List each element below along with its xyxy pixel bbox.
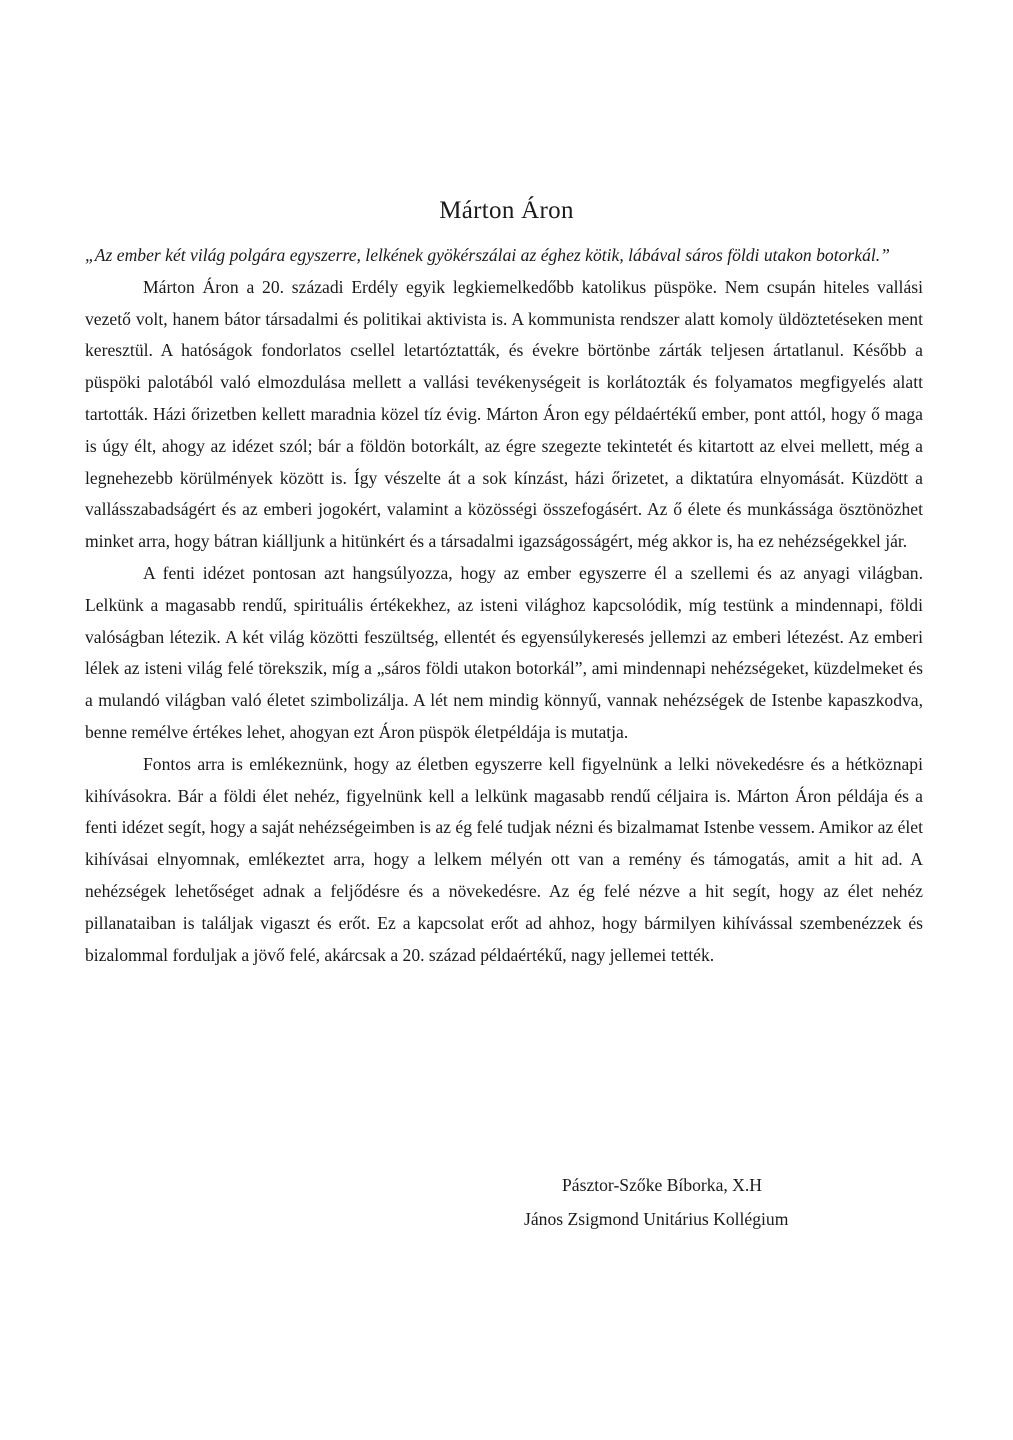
paragraph-1: Márton Áron a 20. századi Erdély egyik legkiemelkedőbb katolikus püspöke. Nem csupán hiteles vallási vezető volt, hanem bátor társadalmi és politikai aktivista is. A kommunista rendszer alatt komoly üldöztetéseken ment keresztül. A hatóságok fondorlatos csellel letartóztatták, és évekre börtönbe zárták teljesen ártatlanul. Később a püspöki palotából való elmozdulása mellett a vallási tevékenységeit is korlátozták és folyamatos megfigyelés alatt tartották. Házi őrizetben kellett maradnia közel tíz évig. Márton Áron egy példaértékű ember, pont attól, hogy ő maga is úgy élt, ahogy az idézet szól; bár a földön botorkált, az égre szegezte tekintetét és kitartott az elvei mellett, még a legnehezebb körülmények között is. Így vészelte át a sok kínzást, házi őrizetet, a diktatúra elnyomását. Küzdött a vallásszabadságért és az emberi jogokért, valamint a közösségi összefogásért. Az ő élete és munkássága ösztönözhet minket arra, hogy bátran kiálljunk a hitünkért és a társadalmi igazságosságért, még akkor is, ha ez nehézségekkel jár. [85,276,923,552]
paragraph-3: Fontos arra is emlékeznünk, hogy az életben egyszerre kell figyelnünk a lelki növekedésre és a hétköznapi kihívásokra. Bár a földi élet nehéz, figyelnünk kell a lelkünk magasabb rendű céljaira is. Márton Áron példája és a fenti idézet segít, hogy a saját nehézségeimben is az ég felé tudjak nézni és bizalmamat Istenbe vessem. Amikor az élet kihívásai elnyomnak, emlékeztet arra, hogy a lelkem mélyén ott van a remény és támogatás, amit a hit ad. A nehézségek lehetőséget adnak a feljődésre és a növekedésre. Az ég felé nézve a hit segít, hogy az élet nehéz pillanataiban is találjak vigaszt és erőt. Ez a kapcsolat erőt ad ahhoz, hogy bármilyen kihívással szembenézzek és bizalommal forduljak a jövő felé, akárcsak a 20. század példaértékű, nagy jellemei tették. [85,753,923,965]
document-body [85,240,923,971]
author-name: Pásztor-Szőke Bíborka, X.H [562,1175,762,1195]
opening-quote: „Az ember két világ polgára egyszerre, lelkének gyökérszálai az éghez kötik, lábával sáros földi utakon botorkál.” [85,245,890,265]
document-title: Márton Áron [439,196,574,224]
school-name: János Zsigmond Unitárius Kollégium [524,1209,789,1229]
paragraph-2: A fenti idézet pontosan azt hangsúlyozza, hogy az ember egyszerre él a szellemi és az anyagi világban. Lelkünk a magasabb rendű, spirituális értékekhez, az isteni világhoz kapcsolódik, míg testünk a mindennapi, földi valóságban létezik. A két világ közötti feszültség, ellentét és egyensúlykeresés jellemzi az emberi létezést. Az emberi lélek az isteni világ felé törekszik, míg a „sáros földi utakon botorkál”, ami mindennapi nehézségeket, küzdelmeket és a mulandó világban való életet szimbolizálja. A lét nem mindig könnyű, vannak nehézségek de Istenbe kapaszkodva, benne remélve értékes lehet, ahogyan ezt Áron püspök életpéldája is mutatja. [85,562,923,742]
